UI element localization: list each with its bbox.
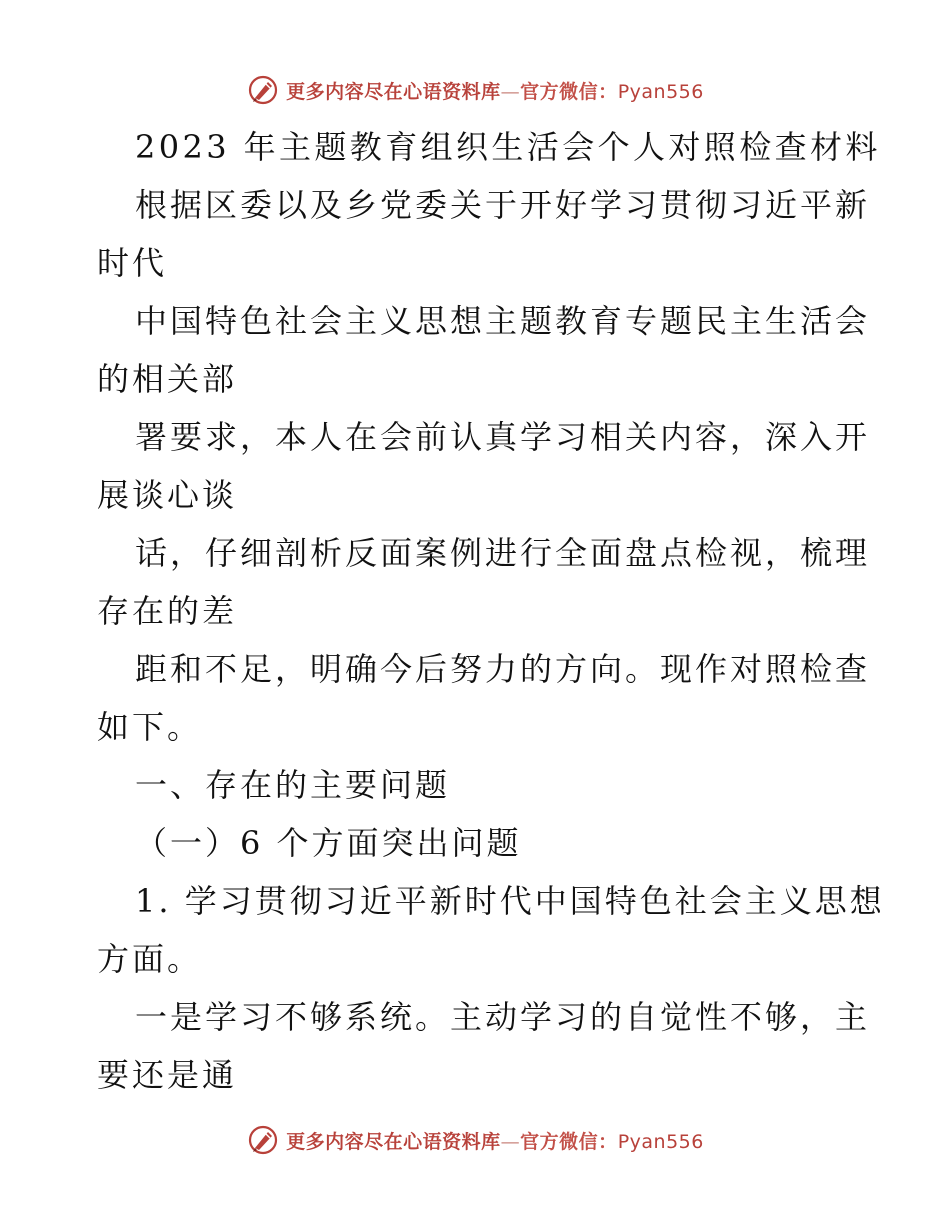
paragraph-line: 如下。	[97, 708, 203, 746]
paragraph-line: 1. 学习贯彻习近平新时代中国特色社会主义思想	[135, 882, 885, 920]
footer-wechat-label: 官方微信：	[520, 1130, 618, 1153]
paragraph-line: 要还是通	[97, 1056, 238, 1094]
paragraph-line: 一是学习不够系统。主动学习的自觉性不够，主	[135, 998, 871, 1036]
footer-wechat-id: Pyan556	[617, 1130, 704, 1153]
paragraph-line: 话，仔细剖析反面案例进行全面盘点检视，梳理	[135, 534, 871, 572]
footer-text	[286, 1127, 704, 1154]
paragraph-line: 根据区委以及乡党委关于开好学习贯彻习近平新	[135, 186, 871, 224]
paragraph-line: 的相关部	[97, 360, 238, 398]
header-text	[286, 77, 704, 104]
paragraph-line: 中国特色社会主义思想主题教育专题民主生活会	[135, 302, 871, 340]
document-title: 2023 年主题教育组织生活会个人对照检查材料	[135, 128, 881, 166]
subsection-heading: （一）6 个方面突出问题	[135, 824, 522, 862]
footer-brand: 更多内容尽在心语资料库	[286, 1130, 501, 1153]
paragraph-line: 展谈心谈	[97, 476, 238, 514]
paragraph-line: 署要求，本人在会前认真学习相关内容，深入开	[135, 418, 871, 456]
paragraph-line: 距和不足，明确今后努力的方向。现作对照检查	[135, 650, 871, 688]
header-wechat-id: Pyan556	[617, 80, 704, 103]
section-heading: 一、存在的主要问题	[135, 766, 451, 804]
paragraph-line: 时代	[97, 244, 168, 282]
paragraph-line: 存在的差	[97, 592, 238, 630]
pen-logo-icon	[246, 73, 280, 107]
footer-dash: —	[500, 1130, 521, 1153]
header-brand: 更多内容尽在心语资料库	[286, 80, 501, 103]
footer-banner	[0, 1120, 950, 1160]
pen-logo-icon	[246, 1123, 280, 1157]
header-wechat-label: 官方微信：	[520, 80, 618, 103]
document-body	[97, 118, 885, 1104]
header-dash: —	[500, 80, 521, 103]
paragraph-line: 方面。	[97, 940, 203, 978]
header-banner	[0, 70, 950, 110]
